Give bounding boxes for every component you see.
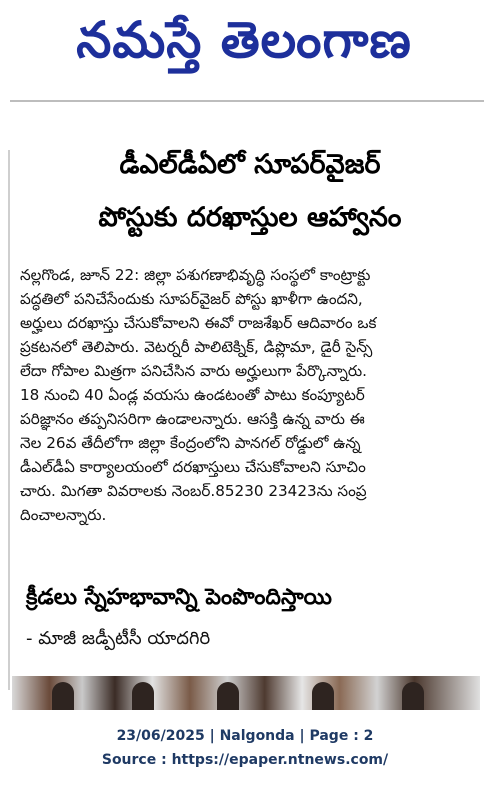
masthead: [0, 0, 490, 92]
person-figure: [217, 682, 239, 710]
body-line: నల్లగొండ, జూన్ 22: జిల్లా పశుగణాభివృద్ధి సంస్థలో కాంట్రాక్టు: [20, 266, 371, 284]
footer: [0, 714, 490, 788]
article-body: [20, 263, 478, 527]
next-article-headline: క్రీడలు స్నేహభావాన్ని పెంపొందిస్తాయి: [26, 585, 332, 610]
body-line: అర్హులు దరఖాస్తు చేసుకోవాలని ఈవో రాజశేఖర్ ఆదివారం ఒక: [20, 314, 377, 332]
body-line: దించాలన్నారు.: [20, 506, 107, 524]
body-line: 18 నుంచి 40 ఏండ్ల వయసు ఉండటంతో పాటు కంప్యూటర్: [20, 386, 365, 404]
body-line: పద్ధతిలో పనిచేసేందుకు సూపర్‌వైజర్ పోస్టు ఖాళీగా ఉందని,: [20, 290, 363, 308]
body-line: పరిజ్ఞానం తప్పనిసరిగా ఉండాలన్నారు. ఆసక్తి ఉన్న వారు ఈ: [20, 410, 365, 428]
footer-date-edition: 23/06/2025 | Nalgonda | Page : 2: [116, 728, 374, 744]
body-line: లేదా గోపాల మిత్రగా పనిచేసిన వారు అర్హులుగా పేర్కొన్నారు.: [20, 362, 368, 380]
body-line: చారు. మిగతా వివరాలకు నెంబర్.85230 23423ను సంప్ర: [20, 482, 367, 500]
footer-source: Source : https://epaper.ntnews.com/: [101, 752, 389, 768]
article-photo: [12, 676, 480, 710]
person-figure: [312, 682, 334, 710]
person-figure: [402, 682, 424, 710]
body-line: డీఎల్‌డీఏ కార్యాలయంలో దరఖాస్తులు చేసుకోవాలని సూచిం: [20, 458, 366, 476]
article: [0, 120, 490, 710]
person-figure: [52, 682, 74, 710]
column-rule: [8, 150, 10, 690]
masthead-title: నమస్తే తెలంగాణ: [76, 11, 412, 69]
person-figure: [132, 682, 154, 710]
body-line: నెల 26వ తేదీలోగా జిల్లా కేంద్రంలోని పానగల్ రోడ్డులో ఉన్న: [20, 434, 361, 452]
masthead-divider: [10, 100, 484, 102]
article-headline-line-1: డీఎల్‌డీఏలో సూపర్‌వైజర్: [119, 149, 381, 180]
body-line: ప్రకటనలో తెలిపారు. వెటర్నరీ పాలిటెక్నిక్, డిప్లొమా, డైరీ సైన్స్: [20, 338, 373, 356]
article-headline-line-2: పోస్టుకు దరఖాస్తుల ఆహ్వానం: [98, 202, 402, 233]
next-article-byline: - మాజీ జడ్పీటీసీ యాదగిరి: [26, 628, 211, 649]
